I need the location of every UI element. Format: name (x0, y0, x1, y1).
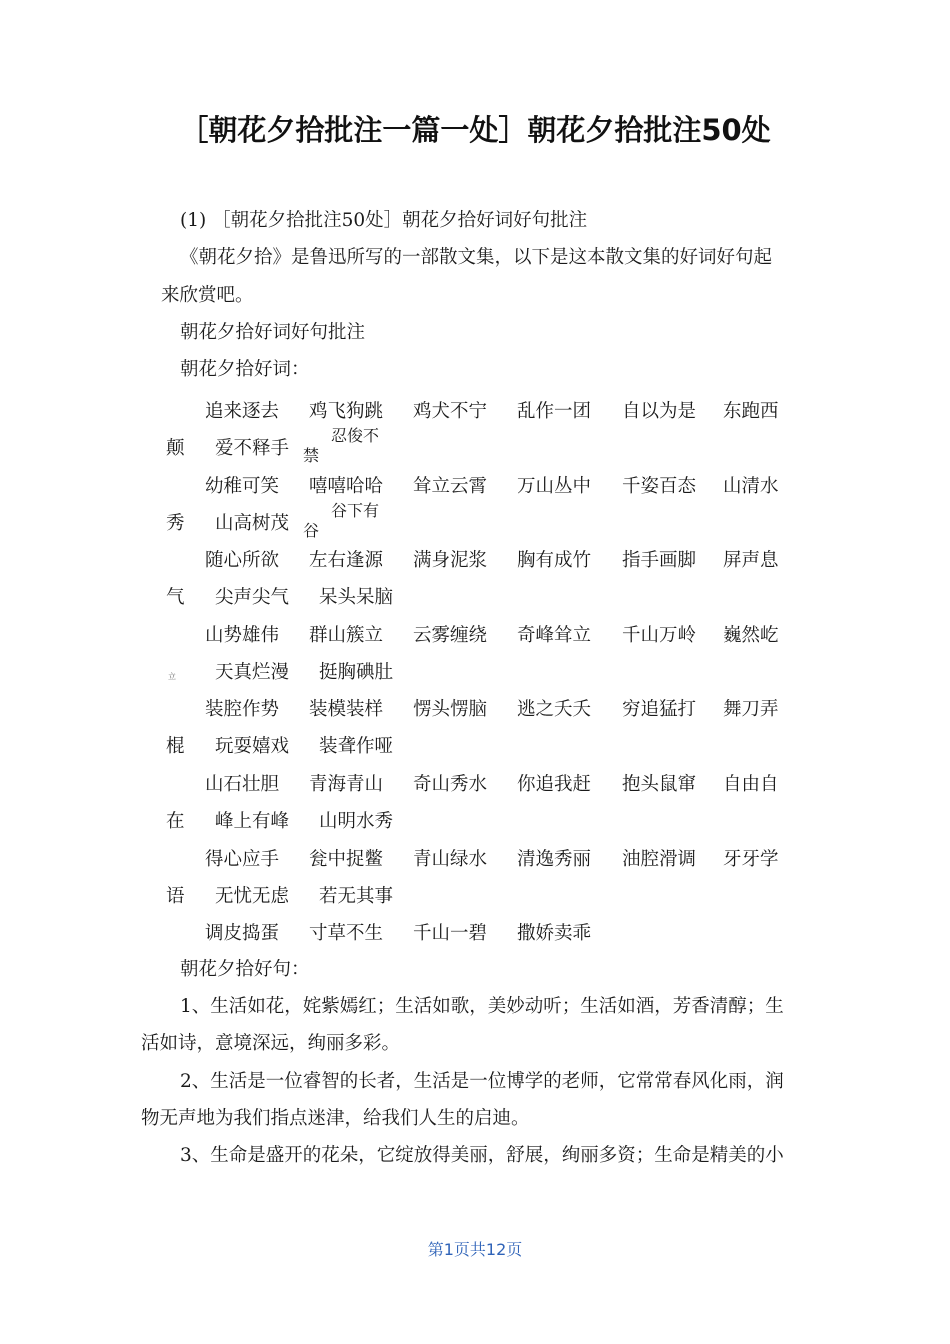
intro-paragraph-line: 来欣赏吧。 (161, 285, 254, 306)
word-item: 巍然屹 (723, 625, 779, 646)
word-continuation: 在 (166, 811, 185, 832)
word-item: 玩耍嬉戏 (215, 736, 290, 757)
word-item: 油腔滑调 (622, 849, 697, 870)
word-continuation: 立 (168, 672, 176, 681)
word-item: 峰上有峰 (215, 811, 290, 832)
word-item: 清逸秀丽 (517, 849, 592, 870)
word-item: 尖声尖气 (215, 587, 290, 608)
word-item: 群山簇立 (309, 625, 384, 646)
word-item: 穷追猛打 (622, 699, 697, 720)
word-item: 山势雄伟 (205, 625, 280, 646)
subheading: 朝花夕拾好词好句批注 (180, 322, 366, 343)
word-item: 胸有成竹 (517, 550, 592, 571)
word-item: 嘻嘻哈哈 (309, 476, 384, 497)
sentence-line: 活如诗，意境深远，绚丽多彩。 (141, 1033, 401, 1054)
word-item: 无忧无虑 (215, 886, 290, 907)
word-item: 山高树茂 (215, 513, 290, 534)
word-item: 随心所欲 (205, 550, 280, 571)
word-item: 奇山秀水 (413, 774, 488, 795)
word-item: 忍俊不 (331, 426, 380, 445)
word-item: 逃之夭夭 (517, 699, 592, 720)
word-item: 千山一碧 (413, 923, 488, 944)
word-item: 万山丛中 (517, 476, 592, 497)
word-item: 天真烂漫 (215, 662, 290, 683)
word-item: 装腔作势 (205, 699, 280, 720)
section-heading: (1) ［朝花夕拾批注50处］朝花夕拾好词好句批注 (180, 210, 588, 231)
word-item: 千山万岭 (622, 625, 697, 646)
word-item: 鸡飞狗跳 (309, 401, 384, 422)
word-item: 调皮捣蛋 (205, 923, 280, 944)
word-item: 奇峰耸立 (517, 625, 592, 646)
sentence-line: 2、生活是一位睿智的长者，生活是一位博学的老师，它常常春风化雨，润 (180, 1071, 784, 1092)
word-item: 幼稚可笑 (205, 476, 280, 497)
word-item: 屏声息 (723, 550, 779, 571)
word-item: 追来逐去 (205, 401, 280, 422)
sentence-line: 物无声地为我们指点迷津，给我们人生的启迪。 (141, 1108, 530, 1129)
word-item: 满身泥浆 (413, 550, 488, 571)
word-item: 鸡犬不宁 (413, 401, 488, 422)
word-item: 东跑西 (723, 401, 779, 422)
word-item-clipped: 禁 (303, 446, 320, 465)
word-continuation: 语 (166, 886, 185, 907)
word-item: 舞刀弄 (723, 699, 779, 720)
word-item: 若无其事 (319, 886, 394, 907)
word-continuation: 颠 (166, 438, 185, 459)
intro-paragraph-line: 《朝花夕拾》是鲁迅所写的一部散文集，以下是这本散文集的好词好句起 (180, 247, 773, 268)
word-continuation: 棍 (166, 736, 185, 757)
word-item: 爱不释手 (215, 438, 290, 459)
word-item: 装模装样 (309, 699, 384, 720)
word-item: 自以为是 (622, 401, 697, 422)
word-item: 挺胸碘肚 (319, 662, 394, 683)
word-item: 山石壮胆 (205, 774, 280, 795)
word-item: 牙牙学 (723, 849, 779, 870)
word-item-clipped: 谷 (303, 521, 320, 540)
word-item: 瓮中捉鳖 (309, 849, 384, 870)
word-item: 乱作一团 (517, 401, 592, 422)
page-title: ［朝花夕拾批注一篇一处］朝花夕拾批注50处 (179, 113, 771, 147)
page-footer: 第1页共12页 (427, 1240, 523, 1259)
word-item: 山清水 (723, 476, 779, 497)
word-item: 青山绿水 (413, 849, 488, 870)
word-item: 自由自 (723, 774, 779, 795)
word-item: 耸立云霄 (413, 476, 488, 497)
word-item: 得心应手 (205, 849, 280, 870)
word-item: 千姿百态 (622, 476, 697, 497)
word-item: 抱头鼠窜 (622, 774, 697, 795)
sentence-line: 1、生活如花，姹紫嫣红；生活如歌，美妙动听；生活如酒，芳香清醇；生 (180, 996, 784, 1017)
word-item: 呆头呆脑 (319, 587, 394, 608)
word-item: 寸草不生 (309, 923, 384, 944)
word-item: 愣头愣脑 (413, 699, 488, 720)
subheading: 朝花夕拾好句： (180, 959, 310, 980)
word-continuation: 秀 (166, 513, 185, 534)
word-item: 撒娇卖乖 (517, 923, 592, 944)
word-item: 山明水秀 (319, 811, 394, 832)
word-item: 谷下有 (331, 501, 380, 520)
sentence-line: 3、生命是盛开的花朵，它绽放得美丽，舒展，绚丽多资；生命是精美的小 (180, 1145, 784, 1166)
word-item: 装聋作哑 (319, 736, 394, 757)
word-item: 左右逢源 (309, 550, 384, 571)
word-continuation: 气 (166, 587, 185, 608)
subheading: 朝花夕拾好词： (180, 359, 310, 380)
word-item: 你追我赶 (517, 774, 592, 795)
word-item: 青海青山 (309, 774, 384, 795)
word-item: 指手画脚 (622, 550, 697, 571)
word-item: 云雾缠绕 (413, 625, 488, 646)
